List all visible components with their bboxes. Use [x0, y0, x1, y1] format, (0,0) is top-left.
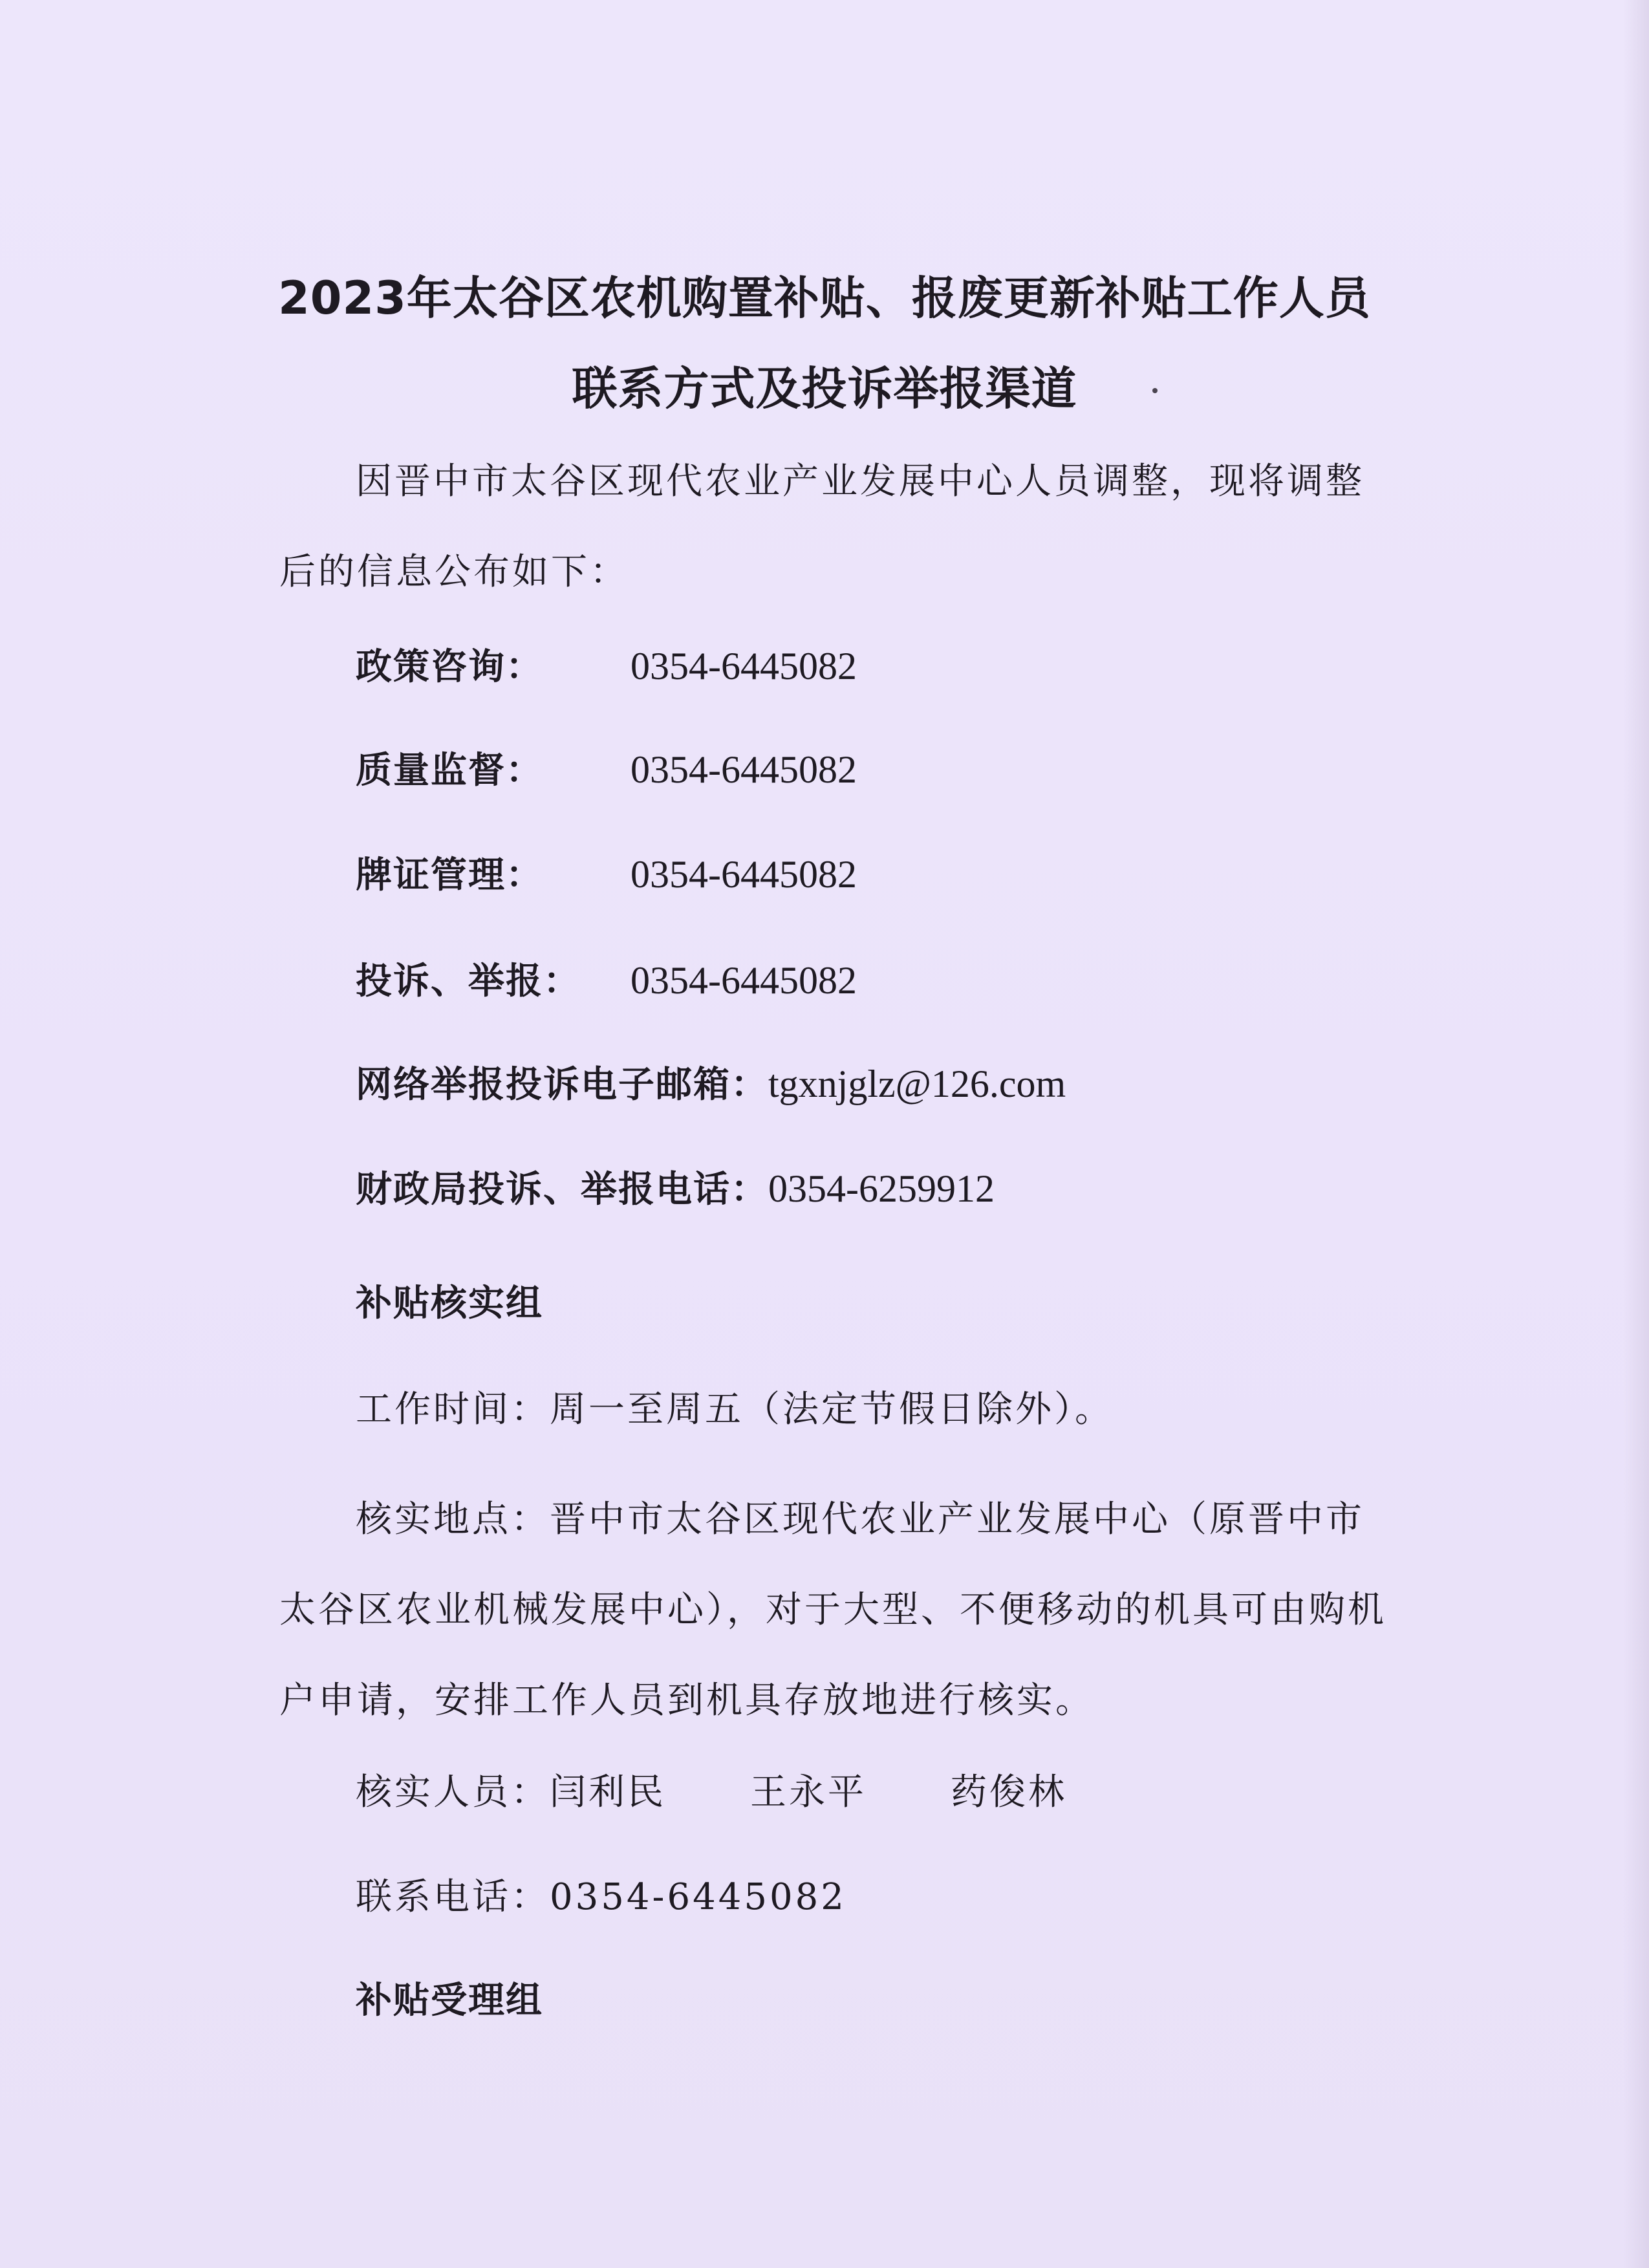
contact-value: 0354-6445082 — [630, 748, 857, 791]
contact-row-policy — [356, 640, 857, 692]
contact-label: 政策咨询： — [356, 646, 543, 688]
intro-paragraph: 因晋中市太谷区现代农业产业发展中心人员调整，现将调整后的信息公布如下： — [279, 460, 1364, 593]
verify-staff-row — [356, 1767, 1067, 1819]
contact-label: 投诉、举报： — [356, 960, 581, 1002]
verify-group-heading: 补贴核实组 — [356, 1282, 543, 1324]
contact-label: 质量监督： — [356, 750, 543, 792]
staff-name: 闫利民 — [550, 1771, 666, 1813]
contact-row-complaint — [356, 955, 857, 1006]
finance-row — [356, 1163, 995, 1215]
staff-label: 核实人员： — [356, 1771, 550, 1813]
email-label: 网络举报投诉电子邮箱： — [356, 1064, 768, 1106]
contact-row-quality — [356, 744, 857, 795]
contact-label: 牌证管理： — [356, 854, 543, 896]
finance-value: 0354-6259912 — [768, 1167, 995, 1210]
contact-value: 0354-6445082 — [630, 959, 857, 1002]
work-time-line: 工作时间：周一至周五（法定节假日除外）。 — [356, 1388, 1114, 1431]
page-edge-shadow — [1623, 0, 1649, 2268]
verify-location-paragraph: 核实地点：晋中市太谷区现代农业产业发展中心（原晋中市太谷区农业机械发展中心），对于大型、不便移动的机具可由购机户申请，安排工作人员到机具存放地进行核实。 — [279, 1498, 1386, 1722]
email-row — [356, 1058, 1066, 1110]
verify-phone-line: 联系电话：0354-6445082 — [356, 1876, 846, 1918]
title-line-1: 2023年太谷区农机购置补贴、报废更新补贴工作人员 — [278, 272, 1371, 325]
staff-name: 药俊林 — [951, 1771, 1067, 1813]
scan-speck — [1152, 388, 1158, 393]
contact-row-license — [356, 848, 857, 900]
finance-label: 财政局投诉、举报电话： — [356, 1169, 768, 1211]
title-line-2: 联系方式及投诉举报渠道 — [572, 362, 1077, 415]
contact-value: 0354-6445082 — [630, 853, 857, 896]
email-value: tgxnjglz@126.com — [768, 1063, 1066, 1105]
contact-value: 0354-6445082 — [630, 645, 857, 687]
staff-name: 王永平 — [750, 1771, 867, 1813]
accept-group-heading: 补贴受理组 — [356, 1980, 543, 2022]
